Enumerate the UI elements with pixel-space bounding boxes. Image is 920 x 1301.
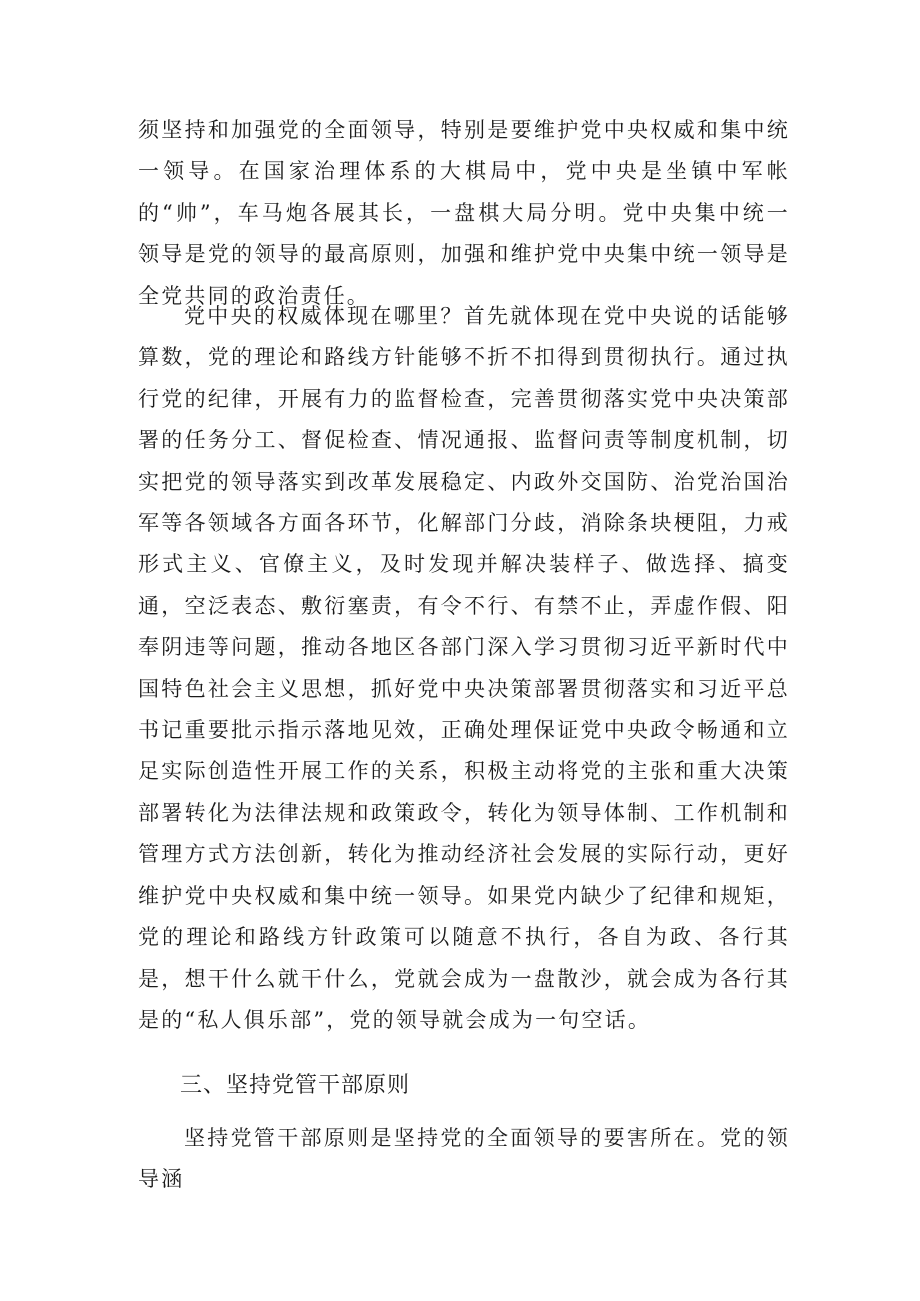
paragraph-text: 须坚持和加强党的全面领导，特别是要维护党中央权威和集中统一领导。在国家治理体系的大棋局中，党中央是坐镇中军帐的“帅”，车马炮各展其长，一盘棋大局分明。党中央集中统一领导是党的领导的最高原则，加强和维护党中央集中统一领导是全党共同的政治责任。 xyxy=(138,118,790,308)
paragraph-text: 党中央的权威体现在哪里？首先就体现在党中央说的话能够算数，党的理论和路线方针能够不折不扣得到贯彻执行。通过执行党的纪律，开展有力的监督检查，完善贯彻落实党中央决策部署的任务分工、督促检查、情况通报、监督问责等制度机制，切实把党的领导落实到改革发展稳定、内政外交国防、治党治国治军等各领域各方面各环节，化解部门分歧，消除条块梗阻，力戒形式主义、官僚主义，及时发现并解决装样子、做选择、搞变通，空泛表态、敷衍塞责，有令不行、有禁不止，弄虚作假、阳奉阴违等问题，推动各地区各部门深入学习贯彻习近平新时代中国特色社会主义思想，抓好党中央决策部署贯彻落实和习近平总书记重要批示指示落地见效，正确处理保证党中央政令畅通和立足实际创造性开展工作的关系，积极主动将党的主张和重大决策部署转化为法律法规和政策政令，转化为领导体制、工作机制和管理方式方法创新，转化为推动经济社会发展的实际行动，更好维护党中央权威和集中统一领导。如果党内缺少了纪律和规矩，党的理论和路线方针政策可以随意不执行，各自为政、各行其是，想干什么就干什么，党就会成为一盘散沙，就会成为各行其是的“私人俱乐部”，党的领导就会成为一句空话。 xyxy=(138,304,790,1032)
paragraph-authority xyxy=(138,296,790,1041)
paragraph-continuation xyxy=(138,110,790,317)
paragraph-text: 坚持党管干部原则是坚持党的全面领导的要害所在。党的领导涵 xyxy=(138,1126,790,1192)
section-heading: 三、坚持党管干部原则 xyxy=(180,1073,411,1098)
paragraph-cadre-principle xyxy=(138,1118,790,1201)
